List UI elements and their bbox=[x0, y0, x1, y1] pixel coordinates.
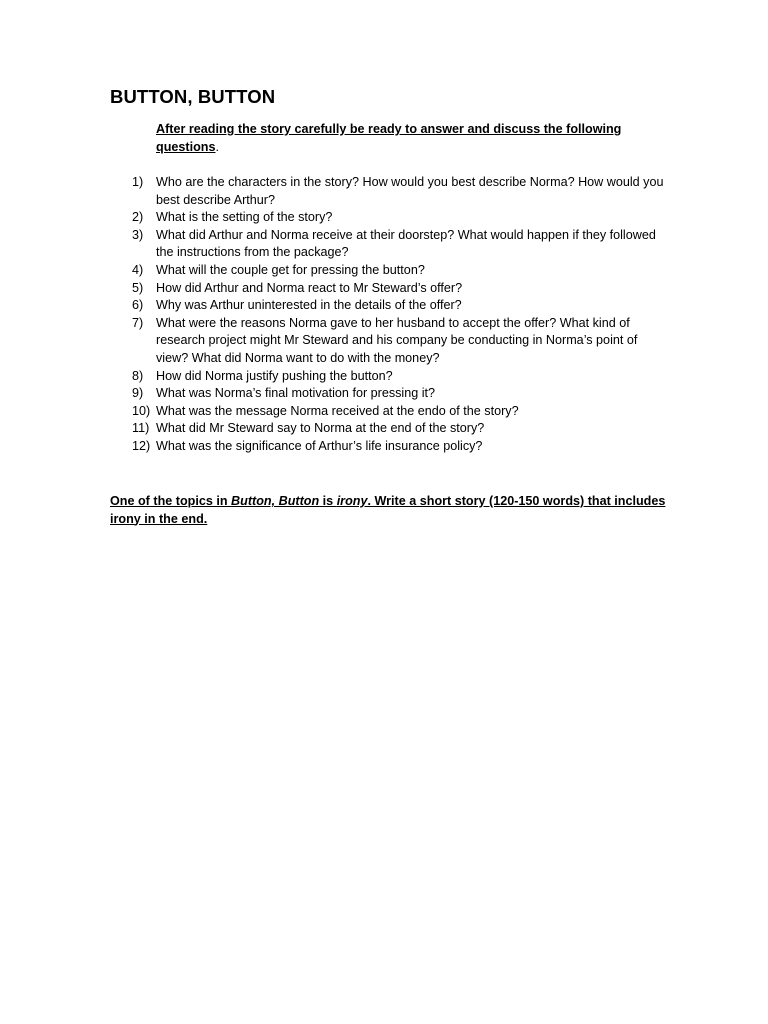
question-number: 3) bbox=[132, 227, 144, 242]
question-number: 8) bbox=[132, 368, 144, 383]
task-story-title: Button, Button bbox=[231, 494, 320, 508]
question-number: 12) bbox=[132, 438, 151, 453]
question-item bbox=[110, 438, 665, 456]
question-number: 1) bbox=[132, 175, 144, 189]
question-item bbox=[110, 368, 665, 386]
question-text: Why was Arthur uninterested in the details of the offer? bbox=[156, 298, 462, 313]
question-number: 10) bbox=[132, 403, 151, 418]
writing-task bbox=[110, 493, 670, 528]
task-text-2: is bbox=[319, 494, 337, 508]
question-item bbox=[110, 403, 665, 421]
question-text: What was Norma’s final motivation for pressing it? bbox=[156, 386, 436, 401]
task-text-1: One of the topics in bbox=[110, 494, 232, 508]
question-item bbox=[110, 280, 665, 298]
instructions bbox=[156, 121, 626, 156]
question-number: 6) bbox=[132, 298, 144, 313]
document-title: BUTTON, BUTTON bbox=[110, 86, 276, 107]
question-number: 5) bbox=[132, 280, 144, 295]
question-text: What was the message Norma received at the endo of the story? bbox=[156, 403, 519, 418]
question-item bbox=[110, 420, 665, 438]
question-text: Who are the characters in the story? How would you best describe Norma? How would you best describe Arthur? bbox=[156, 175, 664, 207]
question-item bbox=[110, 297, 665, 315]
question-text: How did Norma justify pushing the button? bbox=[156, 368, 393, 383]
question-text: What were the reasons Norma gave to her husband to accept the offer? What kind of research project might Mr Steward and his company be conducting in Norma’s point of view? What did Norma want to do with the money? bbox=[156, 315, 638, 365]
question-number: 9) bbox=[132, 386, 144, 401]
question-item bbox=[110, 209, 665, 227]
question-item bbox=[110, 385, 665, 403]
instructions-text: After reading the story carefully be ready to answer and discuss the following questions bbox=[156, 122, 622, 154]
question-number: 7) bbox=[132, 315, 144, 330]
question-number: 4) bbox=[132, 262, 144, 277]
question-text: What did Arthur and Norma receive at their doorstep? What would happen if they followed the instructions from the package? bbox=[156, 227, 656, 260]
question-text: What was the significance of Arthur’s life insurance policy? bbox=[156, 438, 483, 453]
question-item bbox=[110, 315, 665, 368]
question-text: What did Mr Steward say to Norma at the end of the story? bbox=[156, 421, 485, 436]
task-text-3: . Write a short story (120-150 words) that includes irony in the end. bbox=[110, 494, 666, 526]
question-text: What will the couple get for pressing the button? bbox=[156, 262, 425, 277]
question-number: 2) bbox=[132, 210, 144, 225]
question-text: How did Arthur and Norma react to Mr Steward’s offer? bbox=[156, 280, 463, 295]
question-number: 11) bbox=[132, 421, 150, 436]
question-item bbox=[110, 227, 665, 262]
instructions-period: . bbox=[215, 139, 219, 154]
question-item bbox=[110, 262, 665, 280]
question-item bbox=[110, 174, 665, 209]
question-list bbox=[110, 174, 665, 456]
task-topic: irony bbox=[336, 494, 368, 508]
question-text: What is the setting of the story? bbox=[156, 210, 333, 225]
